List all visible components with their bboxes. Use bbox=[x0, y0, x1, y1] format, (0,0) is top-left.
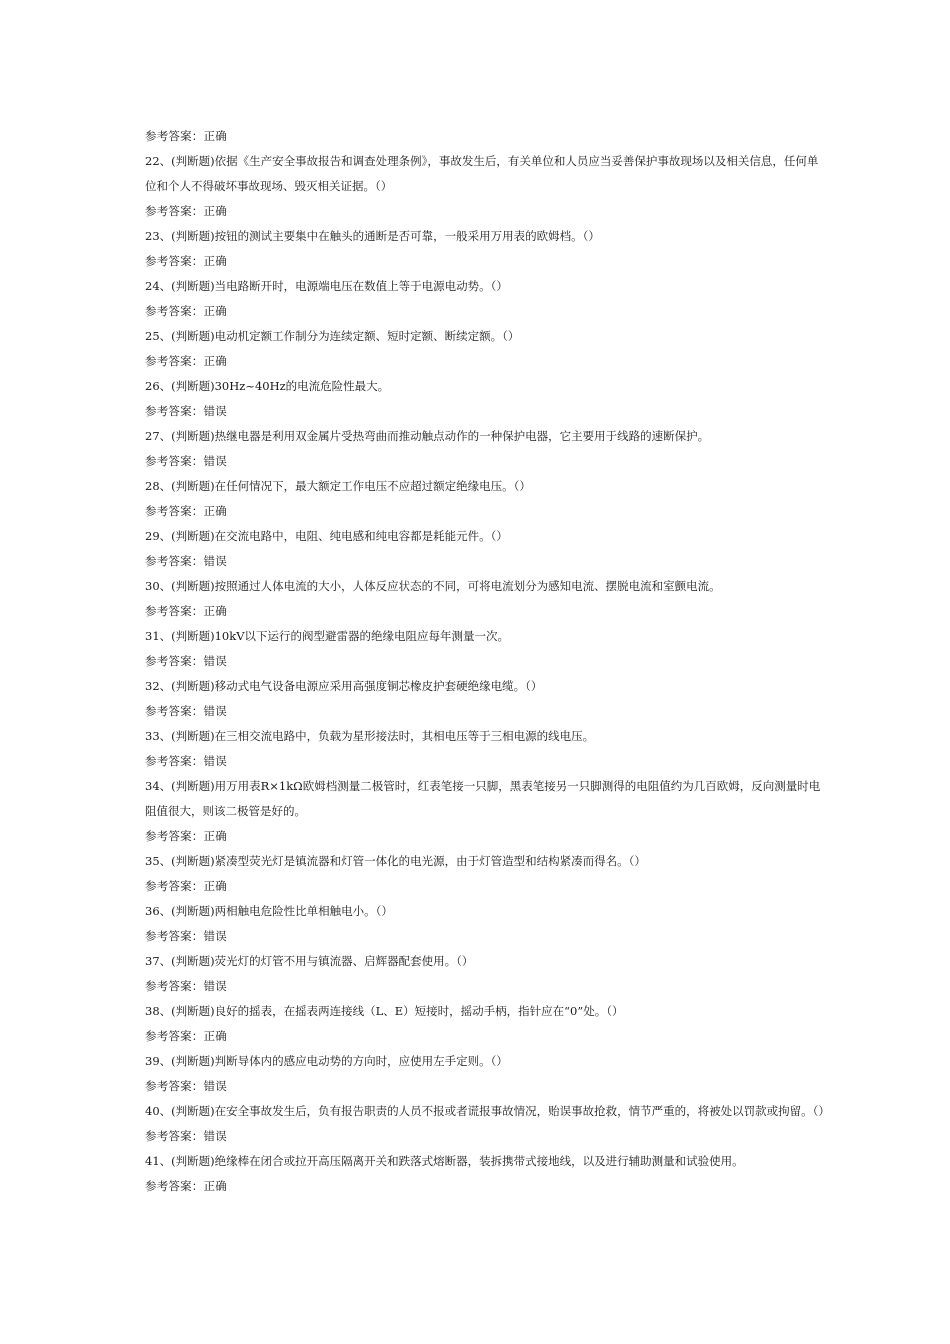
answer-line: 参考答案：错误 bbox=[145, 929, 227, 943]
answer-line: 参考答案：错误 bbox=[145, 554, 227, 568]
question-line: 31、(判断题)10kV以下运行的阀型避雷器的绝缘电阻应每年测量一次。 bbox=[145, 629, 510, 643]
answer-line: 参考答案：错误 bbox=[145, 404, 227, 418]
question-line: 33、(判断题)在三相交流电路中，负载为星形接法时，其相电压等于三相电源的线电压。 bbox=[145, 729, 595, 743]
answer-line: 参考答案：错误 bbox=[145, 1079, 227, 1093]
answer-line: 参考答案：正确 bbox=[145, 829, 227, 843]
question-line: 23、(判断题)按钮的测试主要集中在触头的通断是否可靠，一般采用万用表的欧姆档。（） bbox=[145, 229, 600, 243]
answer-line: 参考答案：正确 bbox=[145, 604, 227, 618]
question-line: 36、(判断题)两相触电危险性比单相触电小。（） bbox=[145, 904, 393, 918]
answer-line: 参考答案：正确 bbox=[145, 1179, 227, 1193]
answer-line: 参考答案：错误 bbox=[145, 754, 227, 768]
question-line: 25、(判断题)电动机定额工作制分为连续定额、短时定额、断续定额。（） bbox=[145, 329, 520, 343]
answer-line: 参考答案：正确 bbox=[145, 304, 227, 318]
question-line: 39、(判断题)判断导体内的感应电动势的方向时，应使用左手定则。（） bbox=[145, 1054, 508, 1068]
answer-line: 参考答案：错误 bbox=[145, 654, 227, 668]
question-line: 26、(判断题)30Hz~40Hz的电流危险性最大。 bbox=[145, 379, 390, 393]
question-line: 37、(判断题)荧光灯的灯管不用与镇流器、启辉器配套使用。（） bbox=[145, 954, 474, 968]
question-line: 41、(判断题)绝缘棒在闭合或拉开高压隔离开关和跌落式熔断器，装拆携带式接地线，以及进行辅助测量和试验使用。 bbox=[145, 1154, 744, 1168]
question-line: 35、(判断题)紧凑型荧光灯是镇流器和灯管一体化的电光源，由于灯管造型和结构紧凑而得名。（） bbox=[145, 854, 646, 868]
question-line: 30、(判断题)按照通过人体电流的大小，人体反应状态的不同，可将电流划分为感知电流、摆脱电流和室颤电流。 bbox=[145, 579, 721, 593]
question-line: 38、(判断题)良好的摇表，在摇表两连接线（L、E）短接时，摇动手柄，指针应在“0”处。（） bbox=[145, 1004, 624, 1018]
answer-line: 参考答案：错误 bbox=[145, 704, 227, 718]
question-line: 24、(判断题)当电路断开时，电源端电压在数值上等于电源电动势。（） bbox=[145, 279, 508, 293]
answer-line: 参考答案：正确 bbox=[145, 504, 227, 518]
answer-line: 参考答案：错误 bbox=[145, 1129, 227, 1143]
question-line: 34、(判断题)用万用表R×1kΩ欧姆档测量二极管时，红表笔接一只脚，黑表笔接另一只脚测得的电阻值约为几百欧姆，反向测量时电阻值很大，则该二极管是好的。 bbox=[145, 779, 821, 818]
answer-line: 参考答案：错误 bbox=[145, 454, 227, 468]
question-line: 29、(判断题)在交流电路中，电阻、纯电感和纯电容都是耗能元件。（） bbox=[145, 529, 508, 543]
answer-line: 参考答案：正确 bbox=[145, 129, 227, 143]
question-line: 32、(判断题)移动式电气设备电源应采用高强度铜芯橡皮护套硬绝缘电缆。（） bbox=[145, 679, 543, 693]
answer-line: 参考答案：正确 bbox=[145, 1029, 227, 1043]
answer-line: 参考答案：正确 bbox=[145, 879, 227, 893]
answer-line: 参考答案：正确 bbox=[145, 354, 227, 368]
question-line: 28、(判断题)在任何情况下，最大额定工作电压不应超过额定绝缘电压。（） bbox=[145, 479, 531, 493]
answer-line: 参考答案：错误 bbox=[145, 979, 227, 993]
document-body bbox=[145, 124, 830, 1199]
answer-line: 参考答案：正确 bbox=[145, 254, 227, 268]
answer-line: 参考答案：正确 bbox=[145, 204, 227, 218]
question-line: 40、(判断题)在安全事故发生后，负有报告职责的人员不报或者谎报事故情况，贻误事故抢救，情节严重的，将被处以罚款或拘留。（） bbox=[145, 1104, 830, 1118]
question-line: 27、(判断题)热继电器是利用双金属片受热弯曲而推动触点动作的一种保护电器，它主要用于线路的速断保护。 bbox=[145, 429, 710, 443]
question-line: 22、(判断题)依据《生产安全事故报告和调查处理条例》，事故发生后，有关单位和人员应当妥善保护事故现场以及相关信息，任何单位和个人不得破坏事故现场、毁灭相关证据。（） bbox=[145, 154, 819, 193]
